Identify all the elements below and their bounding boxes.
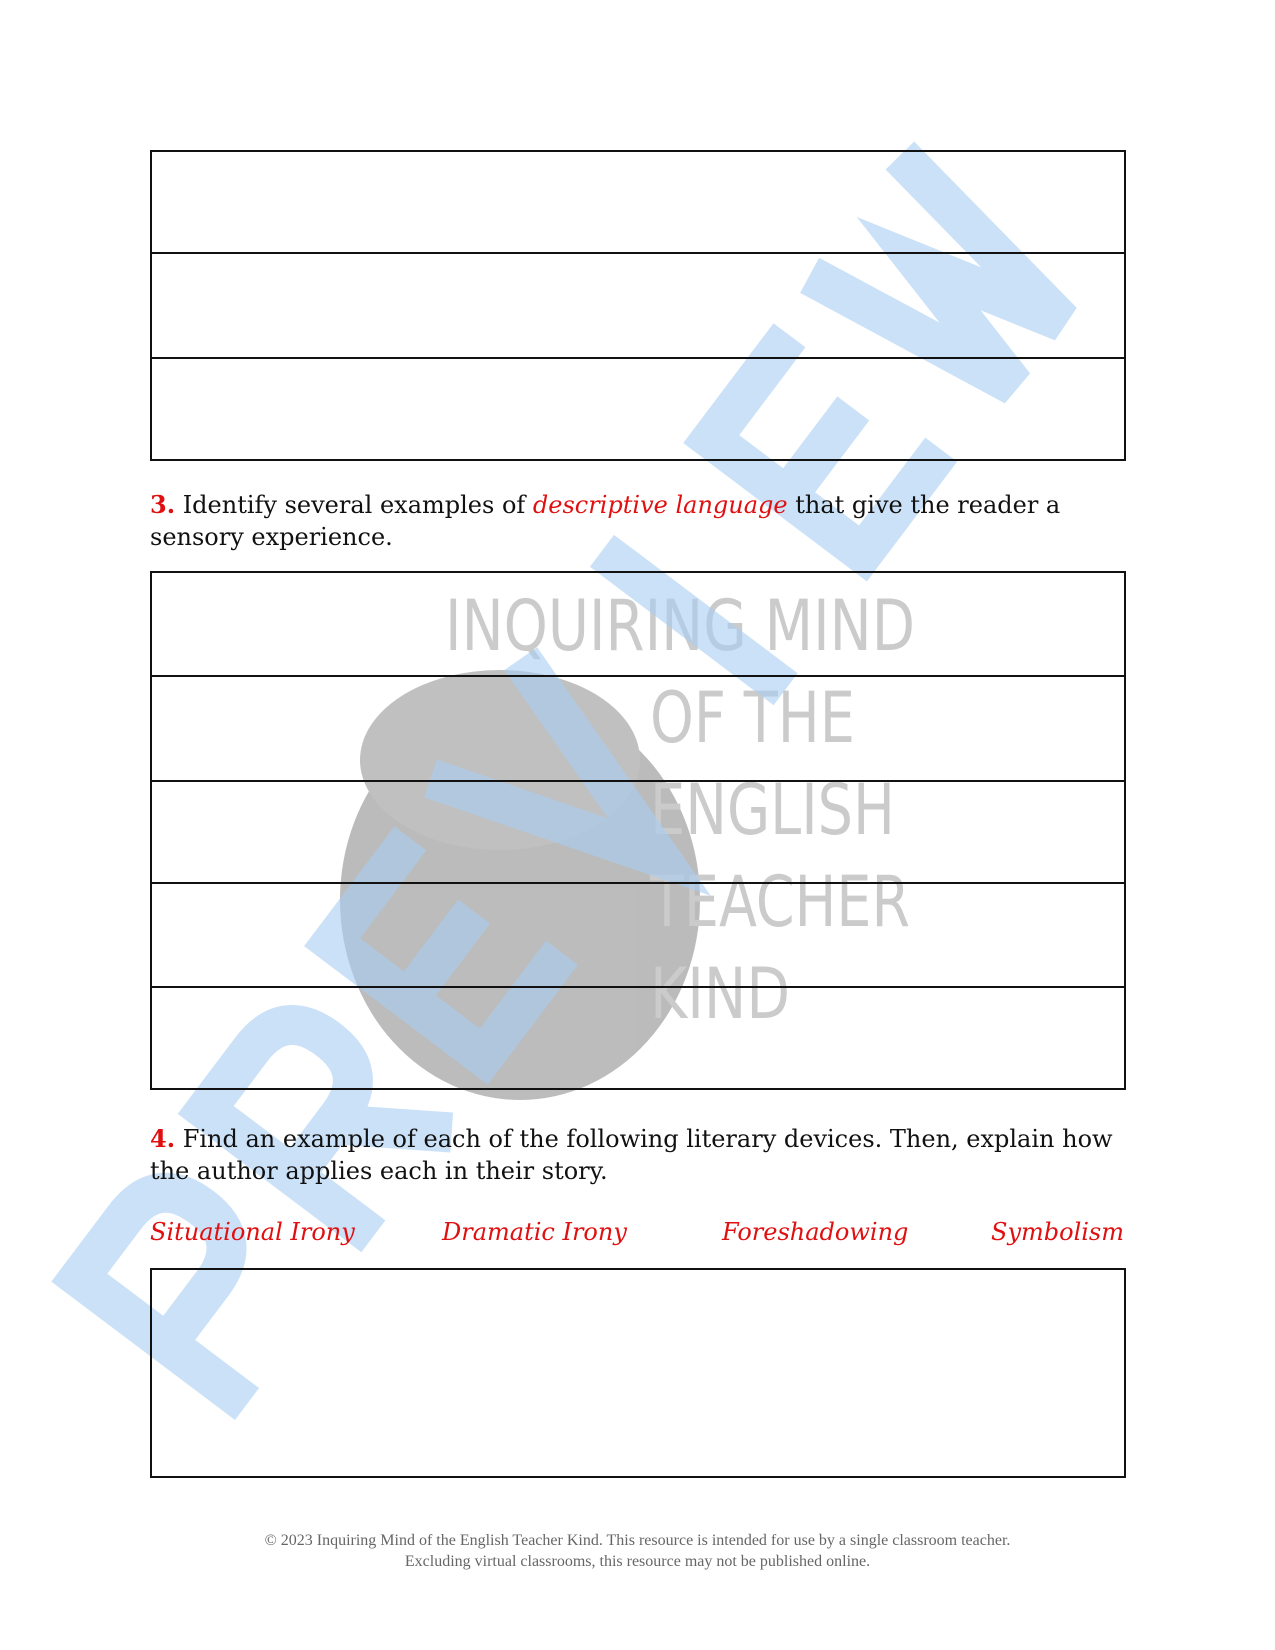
answer-row[interactable]: [152, 988, 1124, 1088]
question-number: 4.: [150, 1124, 176, 1153]
answer-row[interactable]: [152, 254, 1124, 359]
answer-row[interactable]: [152, 573, 1124, 677]
answer-box-literary-devices[interactable]: [150, 1268, 1126, 1478]
logo-line: OF THE: [650, 677, 855, 759]
answer-row[interactable]: [152, 884, 1124, 988]
logo-line: TEACHER: [649, 861, 910, 943]
device-label-situational-irony: Situational Irony: [150, 1218, 355, 1246]
question-text: Identify several examples of: [175, 491, 533, 519]
highlight-term: descriptive language: [532, 491, 788, 519]
copyright-footer: [0, 1530, 1275, 1572]
answer-table-descriptive-language: [150, 571, 1126, 1090]
logo-line: INQUIRING MIND: [445, 585, 915, 667]
answer-row[interactable]: [152, 359, 1124, 459]
logo-line: KIND: [650, 953, 790, 1035]
logo-line: ENGLISH: [650, 769, 895, 851]
question-number: 3.: [150, 490, 176, 519]
answer-row[interactable]: [152, 782, 1124, 884]
device-label-symbolism: Symbolism: [991, 1218, 1124, 1246]
device-label-dramatic-irony: Dramatic Irony: [442, 1218, 627, 1246]
answer-row[interactable]: [152, 677, 1124, 782]
answer-table-top: [150, 150, 1126, 461]
footer-line: Excluding virtual classrooms, this resource may not be published online.: [404, 1553, 871, 1570]
question-text: that give the reader a sensory experience.: [150, 491, 1061, 551]
answer-row[interactable]: [152, 152, 1124, 254]
question-text: Find an example of each of the following literary devices. Then, explain how the author applies each in their story.: [150, 1125, 1113, 1185]
device-label-foreshadowing: Foreshadowing: [722, 1218, 909, 1246]
footer-line: © 2023 Inquiring Mind of the English Teacher Kind. This resource is intended for use by a single classroom teacher.: [264, 1532, 1011, 1549]
question-3: [150, 489, 1130, 553]
question-4: [150, 1123, 1130, 1187]
